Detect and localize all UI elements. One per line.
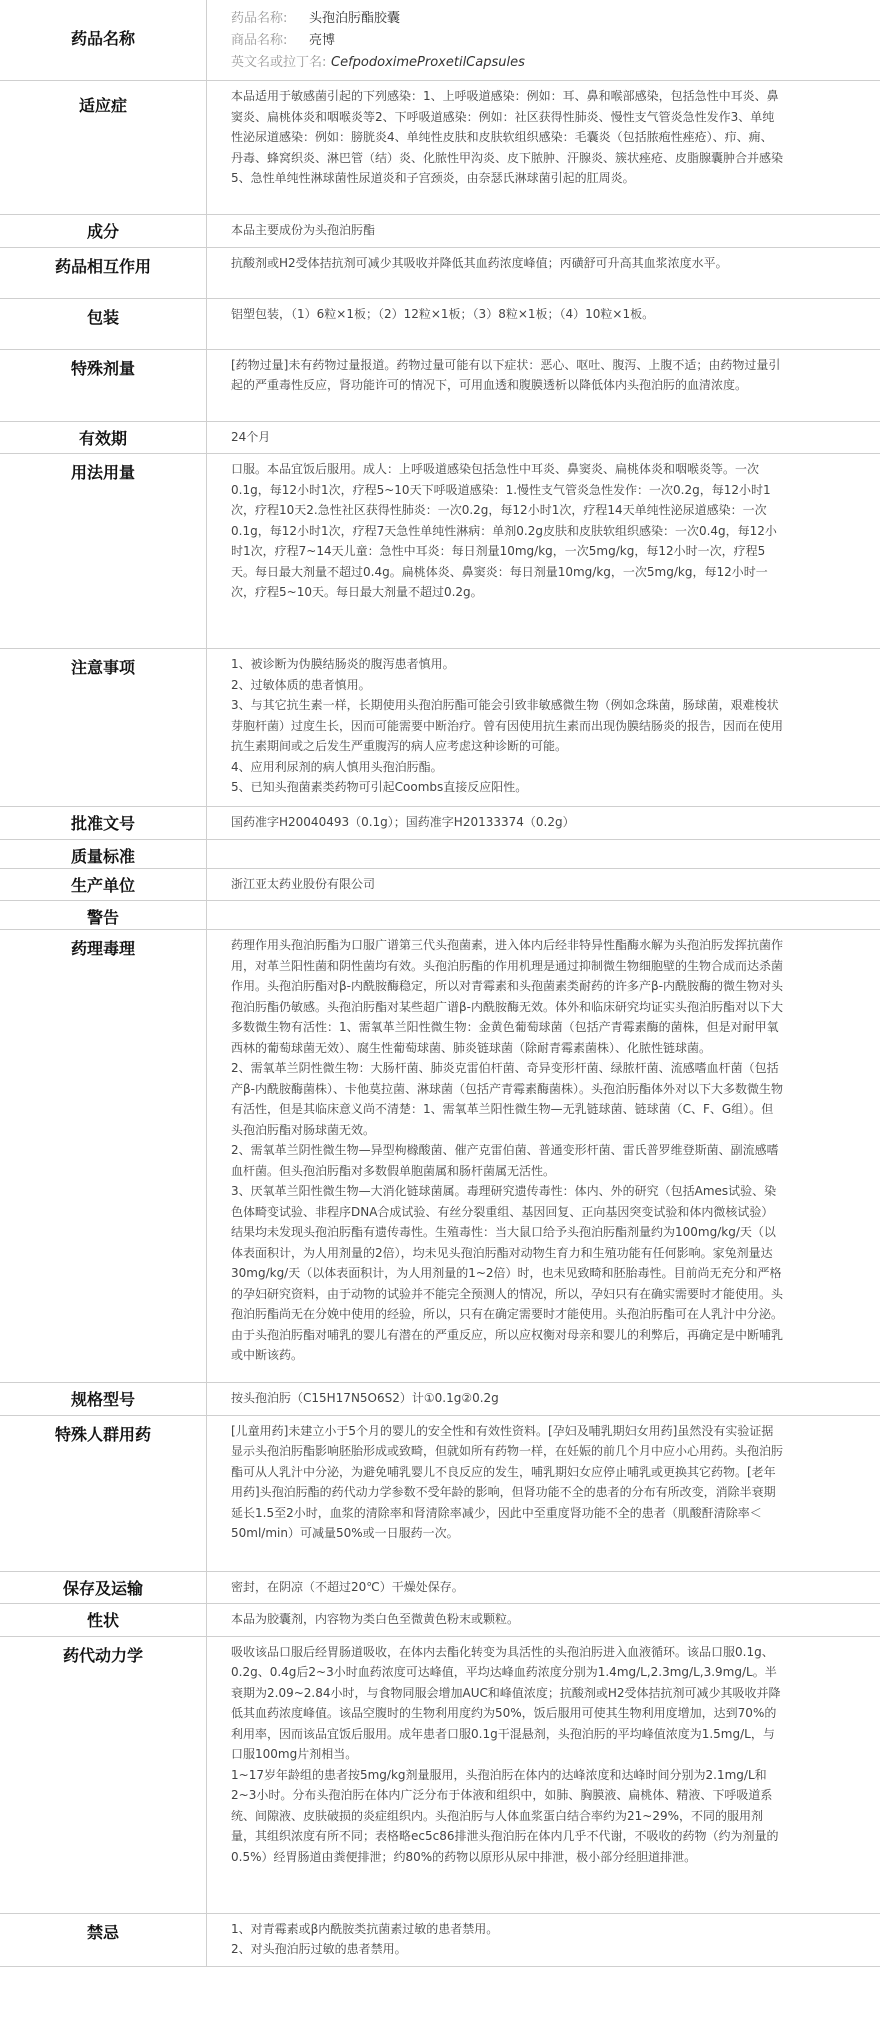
row-ingredients (0, 215, 880, 248)
english-name-value: CefpodoximeProxetilCapsules (331, 55, 525, 70)
label-pharmacokinetics (0, 1636, 207, 1913)
row-pharmacology (0, 930, 880, 1383)
packaging-text: 铝塑包装，（1）6粒×1板；（2）12粒×1板；（3）8粒×1板；（4）10粒×1板。 (231, 306, 655, 321)
label-manufacturer-text: 生产单位 (70, 875, 135, 895)
precaution-item: 4、应用利尿剂的病人慎用头孢泊肟酯。 (231, 759, 443, 774)
value-special-populations (207, 1415, 880, 1571)
value-precautions (207, 649, 880, 807)
validity-text: 24个月 (231, 429, 271, 444)
value-validity (207, 421, 880, 454)
row-approval (0, 807, 880, 840)
label-warning-text: 警告 (86, 908, 119, 927)
row-contraindications (0, 1913, 880, 1966)
label-pharmacology-text: 药理毒理 (70, 939, 135, 958)
value-pharmacokinetics (207, 1636, 880, 1913)
trade-name-line (231, 30, 784, 52)
value-ingredients (207, 215, 880, 248)
value-pharmacology (207, 930, 880, 1383)
interactions-text: 抗酸剂或H2受体拮抗剂可减少其吸收并降低其血药浓度峰值；丙磺舒可升高其血浆浓度水平。 (231, 255, 728, 270)
label-dosage (0, 454, 207, 649)
label-properties (0, 1604, 207, 1637)
precaution-item: 2、过敏体质的患者慎用。 (231, 677, 371, 692)
storage-text: 密封，在阴凉（不超过20℃）干燥处保存。 (231, 1579, 464, 1594)
value-warning (207, 901, 880, 930)
generic-name-key: 药品名称: (231, 11, 288, 26)
label-quality (0, 839, 207, 868)
label-precautions (0, 649, 207, 807)
label-storage (0, 1571, 207, 1604)
label-quality-text: 质量标准 (70, 846, 135, 866)
properties-text: 本品为胶囊剂，内容物为类白色至微黄色粉末或颗粒。 (231, 1612, 520, 1626)
trade-name-key: 商品名称: (231, 33, 288, 48)
label-ingredients-text: 成分 (86, 222, 119, 241)
pharmacology-paragraph: 2、需氧革兰阴性微生物：大肠杆菌、肺炎克雷伯杆菌、奇异变形杆菌、绿脓杆菌、流感嗜血杆菌（包括产β-内酰胺酶菌株）、卡他莫拉菌、淋球菌（包括产青霉素酶菌株）。头孢泊肟酯体外对以下大多数微生物有活性，但是其临床意义尚不清楚：1、需氧革兰阳性微生物—无乳链球菌、链球菌（C、F、G组）。但头孢泊肟酯对肠球菌无效。 (231, 1061, 783, 1137)
label-ingredients (0, 215, 207, 248)
value-overdose (207, 349, 880, 421)
label-manufacturer (0, 868, 207, 901)
label-overdose-text: 特殊剂量 (70, 358, 135, 378)
value-properties (207, 1604, 880, 1637)
precaution-item: 5、已知头孢菌素类药物可引起Coombs直接反应阳性。 (231, 780, 528, 794)
label-overdose (0, 349, 207, 421)
value-name (207, 0, 880, 81)
label-indications-text: 适应症 (78, 96, 127, 115)
label-precautions-text: 注意事项 (70, 658, 135, 677)
row-precautions (0, 649, 880, 807)
label-spec (0, 1383, 207, 1416)
label-contraindications-text: 禁忌 (86, 1922, 119, 1942)
value-manufacturer (207, 868, 880, 901)
overdose-text: [药物过量]未有药物过量报道。药物过量可能有以下症状：恶心、呕吐、腹泻、上腹不适；由药物过量引起的严重毒性反应，肾功能许可的情况下，可用血透和腹膜透析以降低体内头孢泊肟的血清浓度。 (231, 357, 781, 392)
label-validity (0, 421, 207, 454)
generic-name-line (231, 8, 784, 30)
value-interactions (207, 247, 880, 298)
label-pharmacokinetics-text: 药代动力学 (62, 1645, 143, 1665)
special-populations-text: [儿童用药]未建立小于5个月的婴儿的安全性和有效性资料。[孕妇及哺乳期妇女用药]虽然没有实验证据显示头孢泊肟酯影响胚胎形成或致畸，但就如所有药物一样，在妊娠的前几个月中应小心用药。头孢泊肟酯可从人乳汁中分泌，为避免哺乳婴儿不良反应的发生，哺乳期妇女应停止哺乳或更换其它药物。[老年用药]头孢泊肟酯的药代动力学参数不受年龄的影响，但肾功能不全的患者的分布有所改变，消除半衰期延长1.5至2小时，血浆的清除率和肾清除率减少，因此中至重度肾功能不全的患者（肌酸酐清除率＜50ml/min）可减量50%或一日服药一次。 (231, 1423, 784, 1540)
approval-text: 国药准字H20040493（0.1g）；国药准字H20133374（0.2g） (231, 815, 575, 829)
english-name-key: 英文名或拉丁名: (231, 55, 327, 70)
row-indications (0, 81, 880, 215)
label-warning (0, 901, 207, 930)
label-special-populations (0, 1415, 207, 1571)
row-name (0, 0, 880, 81)
row-spec (0, 1383, 880, 1416)
label-approval (0, 807, 207, 840)
label-interactions (0, 247, 207, 298)
label-approval-text: 批准文号 (70, 814, 135, 833)
row-pharmacokinetics (0, 1636, 880, 1913)
value-contraindications (207, 1913, 880, 1966)
indications-text: 本品适用于敏感菌引起的下列感染：1、上呼吸道感染：例如：耳、鼻和喉部感染，包括急性中耳炎、鼻窦炎、扁桃体炎和咽喉炎等2、下呼吸道感染：例如：社区获得性肺炎、慢性支气管炎急性发作3、单纯性泌尿道感染：例如：膀胱炎4、单纯性皮肤和皮肤软组织感染：毛囊炎（包括脓疱性痤疮）、疖、痈、丹毒、蜂窝织炎、淋巴管（结）炎、化脓性甲沟炎、皮下脓肿、汗腺炎、簇状痤疮、皮脂腺囊肿合并感染5、急性单纯性淋球菌性尿道炎和子宫颈炎，由奈瑟氏淋球菌引起的肛周炎。 (231, 89, 784, 185)
label-validity-text: 有效期 (78, 428, 127, 448)
dosage-text: 口服。本品宜饭后服用。成人：上呼吸道感染包括急性中耳炎、鼻窦炎、扁桃体炎和咽喉炎等。一次0.1g，每12小时1次，疗程5~10天下呼吸道感染：1.慢性支气管炎急性发作：一次0.2g，每12小时1次，疗程10天2.急性社区获得性肺炎：一次0.2g，每12小时1次，疗程14天单纯性泌尿道感染：一次0.1g，每12小时1次，疗程7天急性单纯性淋病：单剂0.2g皮肤和皮肤软组织感染：一次0.4g，每12小时1次，疗程7~14天儿童：急性中耳炎：每日剂量10mg/kg，一次5mg/kg，每12小时一次，疗程5天。每日最大剂量不超过0.4g。扁桃体炎、鼻窦炎：每日剂量10mg/kg，一次5mg/kg，每12小时一次，疗程5~10天。每日最大剂量不超过0.2g。 (231, 462, 777, 599)
row-manufacturer (0, 868, 880, 901)
spec-text: 按头孢泊肟（C15H17N5O6S2）计①0.1g②0.2g (231, 1391, 499, 1405)
label-spec-text: 规格型号 (70, 1390, 135, 1409)
pharmacokinetics-paragraph: 1~17岁年龄组的患者按5mg/kg剂量服用，头孢泊肟在体内的达峰浓度和达峰时间分别为2.1mg/L和2~3小时。分布头孢泊肟在体内广泛分布于体液和组织中，如肺、胸膜液、扁桃体、精液、下呼吸道系统、间隙液、皮肤破损的炎症组织内。头孢泊肟与人体血浆蛋白结合率约为21~29%，不同的服用剂量，其组织浓度有所不同；表格略ec5c86排泄头孢泊肟在体内几乎不代谢，不吸收的药物（约为剂量的0.5%）经胃肠道由粪便排泄；约80%的药物以原形从尿中排泄，极小部分经胆道排泄。 (231, 1767, 779, 1864)
value-packaging (207, 298, 880, 349)
row-properties (0, 1604, 880, 1637)
label-packaging-text: 包装 (86, 307, 119, 327)
value-indications (207, 81, 880, 215)
contraindication-item: 1、对青霉素或β内酰胺类抗菌素过敏的患者禁用。 (231, 1921, 499, 1936)
precaution-item: 3、与其它抗生素一样，长期使用头孢泊肟酯可能会引致非敏感微生物（例如念珠菌，肠球菌，艰难梭状芽胞杆菌）过度生长，因而可能需要中断治疗。曾有因使用抗生素而出现伪膜结肠炎的报告，因而在使用抗生素期间或之后发生严重腹泻的病人应考虑这种诊断的可能。 (231, 698, 784, 753)
row-overdose (0, 349, 880, 421)
pharmacology-paragraph: 药理作用头孢泊肟酯为口服广谱第三代头孢菌素，进入体内后经非特异性酯酶水解为头孢泊肟发挥抗菌作用，对革兰阳性菌和阴性菌均有效。头孢泊肟酯的作用机理是通过抑制微生物细胞壁的生物合成而达杀菌作用。头孢泊肟酯对β-内酰胺酶稳定，所以对青霉素和头孢菌素类耐药的许多产β-内酰胺酶的微生物对头孢泊肟酯仍敏感。头孢泊肟酯对某些超广谱β-内酰胺酶无效。体外和临床研究均证实头孢泊肟酯对以下大多数微生物有活性：1、需氧革兰阳性微生物：金黄色葡萄球菌（包括产青霉素酶的菌株，但是对耐甲氧西林的葡萄球菌无效）、腐生性葡萄球菌、肺炎链球菌（除耐青霉素菌株）、化脓性链球菌。 (231, 938, 784, 1055)
pharmacology-paragraph: 2、需氧革兰阴性微生物—异型枸橼酸菌、催产克雷伯菌、普通变形杆菌、雷氏普罗维登斯菌、副流感嗜血杆菌。但头孢泊肟酯对多数假单胞菌属和肠杆菌属无活性。 (231, 1143, 779, 1178)
trade-name-value: 亮博 (309, 33, 336, 48)
row-warning (0, 901, 880, 930)
label-special-populations-text: 特殊人群用药 (54, 1424, 151, 1444)
precaution-item: 1、被诊断为伪膜结肠炎的腹泻患者慎用。 (231, 657, 455, 671)
label-pharmacology (0, 930, 207, 1383)
row-packaging (0, 298, 880, 349)
manufacturer-text: 浙江亚太药业股份有限公司 (231, 876, 376, 891)
pharmacokinetics-paragraph: 吸收该品口服后经胃肠道吸收，在体内去酯化转变为具活性的头孢泊肟进入血液循环。该品口服0.1g、0.2g、0.4g后2~3小时血药浓度可达峰值，平均达峰血药浓度分别为1.4mg/L,2.3mg/L,3.9mg/L。半衰期为2.09~2.84小时，与食物同服会增加AUC和峰值浓度；抗酸剂或H2受体拮抗剂可减少其吸收并降低其血药浓度峰值。该品空腹时的生物利用度约为50%，饭后服用可使其生物利用度增加，达到70%的利用率，因而该品宜饭后服用。成年患者口服0.1g干混悬剂，头孢泊肟的平均峰值浓度为1.5mg/L，与口服100mg片剂相当。 (231, 1644, 781, 1761)
label-contraindications (0, 1913, 207, 1966)
label-storage-text: 保存及运输 (62, 1578, 143, 1598)
value-dosage (207, 454, 880, 649)
ingredients-text: 本品主要成份为头孢泊肟酯 (231, 223, 376, 237)
value-approval (207, 807, 880, 840)
row-quality (0, 839, 880, 868)
pharmacology-paragraph: 3、厌氧革兰阳性微生物—大消化链球菌属。毒理研究遗传毒性：体内、外的研究（包括Ames试验、染色体畸变试验、非程序DNA合成试验、有丝分裂重组、基因回复、正向基因突变试验和体内微核试验）结果均未发现头孢泊肟酯有遗传毒性。生殖毒性：当大鼠口给予头孢泊肟酯剂量约为100mg/kg/天（以体表面积计，为人用剂量的2倍），均未见头孢泊肟酯对动物生育力和生殖功能有任何影响。家兔剂量达30mg/kg/天（以体表面积计，为人用剂量的1~2倍）时，也未见致畸和胚胎毒性。目前尚无充分和严格的孕妇研究资料，由于动物的试验并不能完全预测人的情况，所以，孕妇只有在确实需要时才能使用。头孢泊肟酯尚无在分娩中使用的经验，所以，只有在确定需要时才能使用。头孢泊肟酯可在人乳汁中分泌。由于头孢泊肟酯对哺乳的婴儿有潜在的严重反应，所以应权衡对母亲和婴儿的利弊后，再确定是中断哺乳或中断该药。 (231, 1184, 784, 1362)
generic-name-value: 头孢泊肟酯胶囊 (309, 11, 401, 26)
value-storage (207, 1571, 880, 1604)
row-storage (0, 1571, 880, 1604)
label-packaging (0, 298, 207, 349)
row-dosage (0, 454, 880, 649)
label-name-text: 药品名称 (70, 29, 135, 48)
row-interactions (0, 247, 880, 298)
contraindication-item: 2、对头孢泊肟过敏的患者禁用。 (231, 1942, 407, 1956)
label-indications (0, 81, 207, 215)
english-name-line (231, 52, 784, 74)
value-spec (207, 1383, 880, 1416)
row-special-populations (0, 1415, 880, 1571)
label-properties-text: 性状 (86, 1611, 119, 1630)
row-validity (0, 421, 880, 454)
label-interactions-text: 药品相互作用 (54, 256, 151, 276)
label-name (0, 0, 207, 81)
label-dosage-text: 用法用量 (70, 463, 135, 482)
value-quality (207, 839, 880, 868)
